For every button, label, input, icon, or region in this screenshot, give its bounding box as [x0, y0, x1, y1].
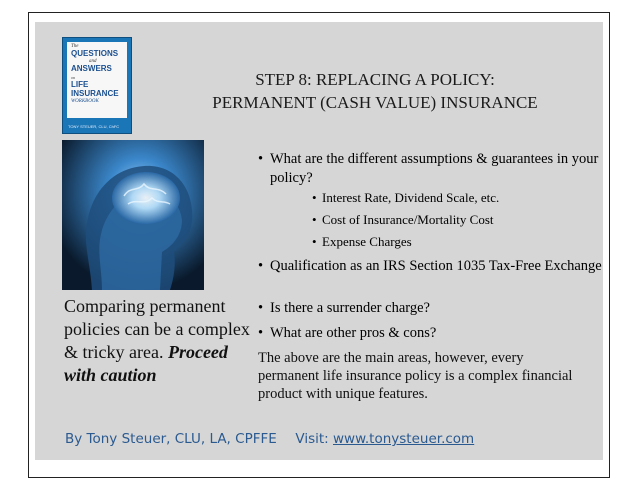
book-cover-image: [62, 37, 132, 134]
head-illustration-image: [62, 140, 204, 290]
bullet-pros-cons: • What are other pros & cons?: [258, 324, 605, 343]
book-questions: QUESTIONS: [71, 49, 119, 58]
book-life-insurance: LIFE INSURANCE: [71, 80, 119, 98]
caption-text: [64, 295, 254, 387]
sub-bullet-interest: • Interest Rate, Dividend Scale, etc.: [312, 189, 602, 207]
bullet-surrender: • Is there a surrender charge?: [258, 299, 605, 318]
title-line-1: STEP 8: REPLACING A POLICY:: [255, 70, 495, 89]
book-cover-label: [67, 42, 127, 118]
bullet-assumptions: • What are the different assumptions & guarantees in your policy?: [258, 150, 605, 188]
book-the: The: [71, 44, 79, 49]
summary-paragraph: The above are the main areas, however, every permanent life insurance policy is a complex financial product with unique features.: [258, 350, 573, 402]
book-on: on: [71, 75, 75, 80]
title-line-2: PERMANENT (CASH VALUE) INSURANCE: [212, 93, 538, 112]
website-link[interactable]: www.tonysteuer.com: [333, 431, 475, 447]
book-and: and: [89, 59, 97, 64]
footer: [65, 431, 605, 447]
caption-emphasis: Proceed with caution: [64, 342, 228, 385]
bullet-1035: • Qualification as an IRS Section 1035 Tax-Free Exchange: [258, 257, 605, 276]
caption-main: Comparing permanent policies can be a complex & tricky area.: [64, 296, 250, 362]
head-illustration-svg: [62, 140, 204, 290]
sub-bullet-cost: • Cost of Insurance/Mortality Cost: [312, 211, 602, 229]
book-workbook: WORKBOOK: [71, 99, 99, 104]
slide-title: [175, 68, 575, 114]
sub-bullet-expense: • Expense Charges: [312, 233, 602, 251]
book-answers: ANSWERS: [71, 64, 112, 73]
footer-visit: Visit:: [295, 431, 329, 447]
footer-byline: By Tony Steuer, CLU, LA, CPFFE: [65, 431, 277, 447]
book-author: TONY STEUER, CLU, ChFC: [68, 124, 120, 129]
